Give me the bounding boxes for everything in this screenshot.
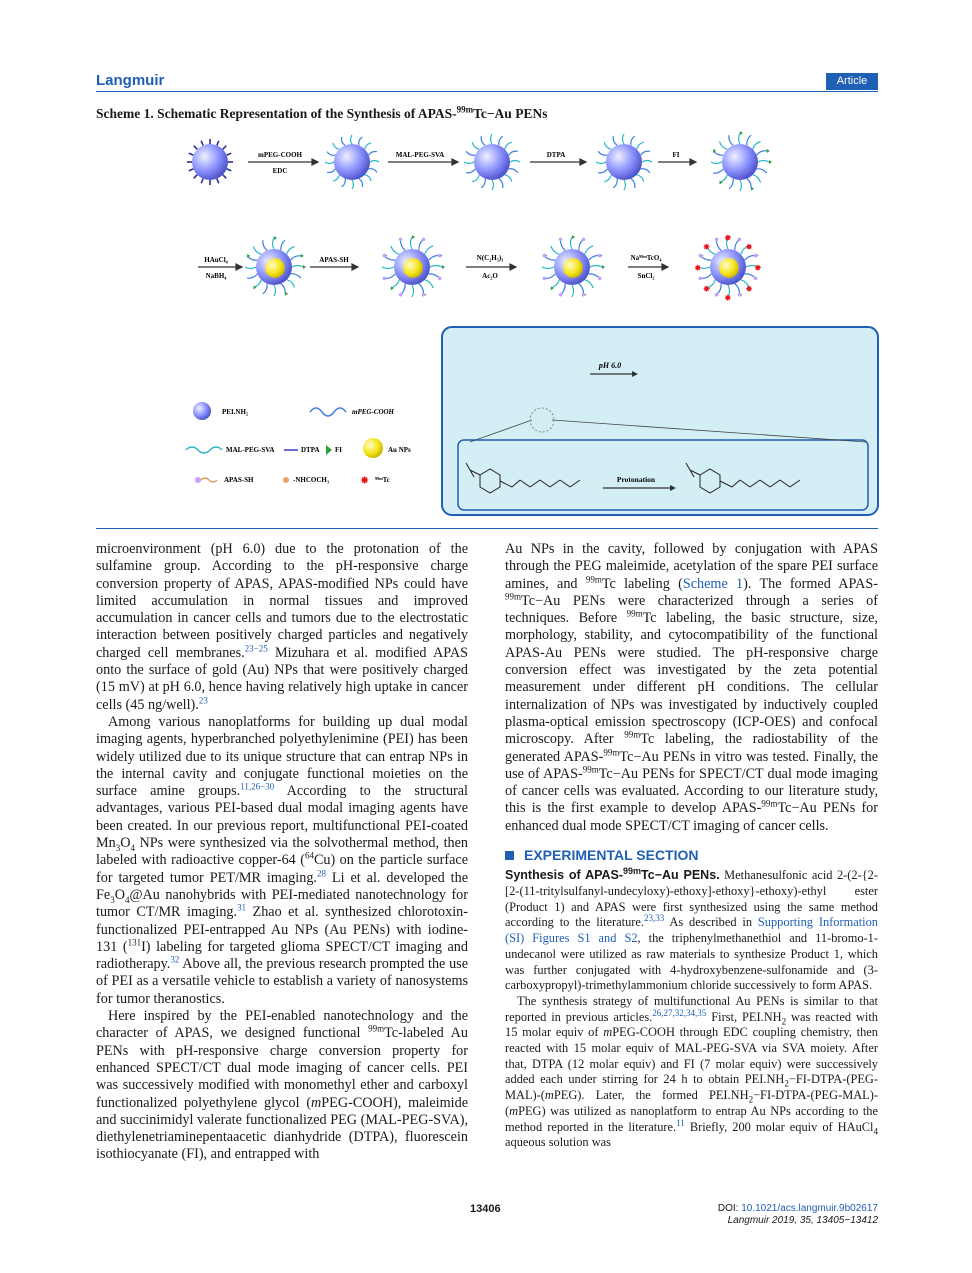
np-r2-3-au-core — [563, 258, 583, 278]
np-r1-3-peg-chain — [472, 175, 479, 182]
np-r1-5-peg-chain — [753, 141, 761, 149]
np-r1-4-peg-chain — [641, 151, 650, 155]
legend-pei-swatch — [193, 402, 211, 420]
np-r2-1-peg-chain — [281, 284, 285, 294]
label-apas-sh: APAS-SH — [319, 256, 349, 264]
np-r1-1-core — [192, 144, 228, 180]
np-r1-5-peg-chain — [757, 169, 767, 173]
np-r2-3-peg-chain — [572, 285, 574, 297]
np-r2-3-fi-mark — [572, 235, 575, 239]
np-r2-1-fi-mark — [285, 292, 288, 296]
np-r2-2-apas-mark — [422, 293, 426, 297]
np-r1-3-core — [474, 144, 510, 180]
np-r2-1-peg-chain — [263, 284, 267, 294]
np-r2-2-apas-mark — [438, 277, 442, 281]
np-r1-2-peg-chain — [370, 161, 379, 163]
np-r1-4-peg-chain — [642, 161, 652, 163]
np-r2-2-apas-mark — [438, 254, 442, 258]
np-r2-4-tc-mark: ✸ — [724, 234, 732, 244]
np-r2-2-apas-mark — [382, 254, 386, 258]
np-r1-4-peg-chain — [613, 179, 617, 188]
np-r1-3-peg-chain — [499, 179, 503, 188]
np-r1-4-peg-chain — [604, 175, 611, 182]
np-r1-2-peg-chain — [327, 152, 335, 156]
np-r2-3-fi-mark — [602, 265, 605, 269]
legend-fi-swatch — [326, 445, 332, 455]
np-r1-1-spike — [223, 175, 227, 179]
np-r1-3-peg-chain — [505, 175, 512, 182]
np-r1-4-peg-chain — [641, 169, 650, 173]
np-r2-3-peg-chain — [542, 267, 554, 269]
header-rule — [96, 91, 878, 92]
np-r2-1-peg-chain — [292, 266, 303, 268]
np-r1-5-core — [722, 144, 758, 180]
np-r1-3-peg-chain — [491, 134, 493, 144]
legend-nhcoch3-swatch — [283, 477, 289, 483]
np-r1-5-peg-chain — [758, 161, 769, 163]
page-number: 13406 — [470, 1203, 501, 1215]
journal-name: Langmuir — [96, 72, 165, 89]
legend-mal-swatch — [186, 447, 222, 453]
np-r1-5-peg-chain — [719, 141, 727, 149]
np-r2-2-au-core — [403, 258, 423, 278]
np-r1-1-spike — [194, 146, 198, 150]
label-mpeg-cooh: mPEG-COOH — [258, 151, 302, 159]
np-r1-4-peg-chain — [637, 142, 644, 149]
np-r2-4-apas-mark — [754, 254, 758, 258]
np-r1-5-peg-chain — [753, 175, 761, 183]
np-r1-2-peg-chain — [351, 135, 353, 144]
np-r2-3-peg-chain — [585, 280, 593, 288]
np-r1-5-peg-chain — [729, 179, 733, 189]
np-r1-2-peg-chain — [359, 137, 363, 145]
np-r2-1-peg-chain — [247, 274, 257, 278]
label-natco4: Na⁹⁹ᵐTcO₄ — [630, 254, 662, 262]
np-r2-4-tc-mark: ✸ — [702, 242, 711, 253]
np-r2-2-peg-chain — [391, 246, 399, 254]
np-r2-2-apas-mark — [399, 237, 403, 241]
np-r1-4-peg-chain — [623, 134, 625, 144]
np-r2-1-peg-chain — [253, 246, 261, 254]
np-r2-3-apas-mark — [559, 237, 563, 241]
legend-pei-label: PEI.NH₂ — [222, 408, 249, 416]
np-r1-3-peg-chain — [510, 161, 520, 163]
np-r1-2-peg-chain — [369, 151, 377, 155]
supporting-info-link[interactable]: Supporting Information (SI) Figures S1 and S2 — [505, 915, 879, 946]
article-type-badge: Article — [826, 73, 878, 90]
np-r2-3-apas-mark — [559, 293, 563, 297]
np-r2-1-fi-mark — [303, 265, 306, 269]
np-r1-3-peg-chain — [481, 179, 485, 188]
np-r2-4-apas-mark — [715, 237, 719, 241]
np-r2-1-peg-chain — [287, 246, 295, 254]
np-r1-1-spike — [217, 141, 219, 146]
np-r1-5-peg-chain — [739, 133, 741, 144]
protonation-panel-box — [458, 440, 868, 510]
legend-dtpa-label: DTPA — [301, 446, 320, 454]
np-r1-5-peg-chain — [747, 135, 751, 145]
np-r2-1-fi-mark — [301, 254, 304, 258]
np-r2-4-apas-mark — [738, 293, 742, 297]
paragraph-right-1: Au NPs in the cavity, followed by conjugation with APAS through the PEG maleimide, acetylation of the spare PEI surface amines, and $^{99m}$Tc labeling (Scheme 1). The formed APAS-$^{99m}$Tc−Au PENs were characterized through a series of techniques. Before $^{99m}$Tc labeling, the basic structure, size, morphology, stability, and cytocompatibility of the functional APAS-Au PENs were studied. The pH-responsive charge conversion effect was investigated by the zeta potential measurement under different pH conditions. The cellular internalization of NPs was investigated by inductively coupled plasma-optical emission spectroscopy (ICP-OES) and confocal microscopy. After $^{99m}$Tc labeling, the radiostability of the generated APAS-$^{99m}$Tc−Au PENs in vitro was tested. Finally, the use of APAS-$^{99m}$Tc−Au PENs for SPECT/CT dual mode imaging of cancer cells was evaluated. According to our literature study, this is the first example to develop APAS-$^{99m}$Tc−Au PENs for enhanced dual mode SPECT/CT imaging of cancer cells. — [505, 541, 879, 834]
np-r1-2-peg-chain — [365, 175, 371, 181]
np-r1-2-peg-chain — [325, 162, 334, 164]
paragraph-left-2: Among various nanoplatforms for building up dual modal imaging agents, hyperbranched polyethylenimine (PEI) has been widely utilized due to its unique structure that can entrap NPs in the internal cavity and conjugate functional moieties on the surface amine groups.$^{11,26-30}$ According to the structural advantages, various PEI-based dual modal imaging agents have been created. In our previous report, multifunctional PEI-coated $Mn_3O_4$ NPs were synthesized via the solvothermal method, then labeled with radioactive copper-64 ($^{64}$Cu) on the particle surface for targeted tumor PET/MR imaging.$^{28}$ Li et al. developed the $Fe_3O_4@Au$ nanohybrids with PEI-mediated nanotechnology for tumor CT/MR imaging.$^{31}$ Zhao et al. synthesized chlorotoxin-functionalized PEI-entrapped Au NPs (Au PENs) with iodine-131 ($^{131}$I) labeling for targeted glioma SPECT/CT imaging and radiotherapy.$^{32}$ Above all, the previous research prompted the use of PEI as a versatile vehicle to establish a variety of nanosystems for tumor theranostics. — [96, 713, 469, 1007]
np-r2-3-apas-mark — [542, 277, 546, 281]
np-r2-3-peg-chain — [585, 246, 593, 254]
np-r2-3-peg-chain — [589, 274, 600, 279]
np-r2-1-peg-chain — [291, 256, 301, 260]
np-r1-4-peg-chain — [624, 180, 626, 190]
np-r1-5-peg-chain — [747, 179, 751, 189]
np-r2-1-au-core — [265, 258, 285, 278]
np-r2-4-apas-mark — [754, 277, 758, 281]
np-r1-5-peg-chain — [757, 151, 767, 155]
np-r2-1-peg-chain — [287, 280, 295, 288]
left-column — [96, 541, 468, 1164]
legend-tc-swatch: ✸ — [360, 474, 370, 487]
legend-mpeg-swatch — [310, 408, 346, 416]
np-r2-4-tc-mark: ✸ — [702, 285, 711, 296]
np-r1-3-peg-chain — [466, 169, 475, 173]
legend-au-label: Au NPs — [388, 446, 411, 454]
np-r2-4-apas-mark — [715, 293, 719, 297]
np-r1-5-fi-mark — [767, 149, 770, 153]
np-r2-3-apas-mark — [542, 254, 546, 258]
np-r2-3-peg-chain — [551, 280, 559, 288]
np-r2-4-tc-mark: ✸ — [745, 285, 753, 296]
np-r1-5-peg-chain — [729, 135, 733, 145]
np-r2-1-peg-chain — [273, 238, 275, 249]
np-r1-1-spike — [201, 141, 203, 146]
np-r1-4-peg-chain — [598, 169, 607, 173]
np-r2-4-apas-mark — [698, 277, 702, 281]
np-r1-5-peg-chain — [740, 180, 742, 191]
legend-apas-swatch — [195, 477, 201, 483]
np-r1-2-peg-chain — [327, 169, 335, 173]
np-r1-2-peg-chain — [369, 169, 377, 173]
np-r1-4-peg-chain — [631, 179, 635, 188]
np-r2-4-tc-mark: ✸ — [724, 294, 732, 304]
np-r2-2-peg-chain — [429, 274, 440, 279]
legend-nhcoch3-label: -NHCOCH₃ — [293, 476, 329, 484]
np-r1-2-core — [334, 144, 370, 180]
np-r2-1-fi-mark — [274, 236, 277, 240]
np-r1-4-peg-chain — [613, 136, 617, 145]
np-r2-4-au-core — [719, 258, 739, 278]
np-r2-3-apas-mark — [598, 277, 602, 281]
legend — [186, 402, 411, 487]
np-r2-2-peg-chain — [430, 266, 442, 268]
legend-mpeg-label: mPEG-COOH — [352, 408, 394, 416]
np-r1-3-peg-chain — [499, 136, 503, 145]
np-r1-2-peg-chain — [352, 180, 354, 189]
np-r2-2-fi-mark — [442, 265, 445, 269]
legend-mal-label: MAL-PEG-SVA — [226, 446, 275, 454]
np-r2-3-apas-mark — [582, 293, 586, 297]
np-r1-1-spike — [189, 153, 194, 155]
np-r2-2-fi-mark — [412, 235, 415, 239]
label-triethylamine: N(C₂H₅)₃ — [476, 254, 504, 262]
citation: Langmuir 2019, 35, 13405−13412 — [727, 1215, 878, 1226]
np-r2-3-peg-chain — [571, 237, 573, 249]
np-r1-5-fi-mark — [740, 131, 743, 135]
np-r2-3-peg-chain — [561, 284, 566, 295]
legend-fi-label: FI — [335, 446, 342, 454]
np-r2-4-apas-mark — [738, 237, 742, 241]
np-r1-1-spike — [227, 169, 232, 171]
np-r2-2-peg-chain — [425, 280, 433, 288]
np-r2-1-peg-chain — [245, 267, 256, 269]
np-r2-1-peg-chain — [281, 240, 285, 250]
np-r1-2-peg-chain — [341, 137, 345, 145]
paragraph-synthesis-2: The synthesis strategy of multifunctional Au PENs is similar to that reported in previous articles.$^{26,27,32,34,35}$ First, $PEI.NH_2$ was reacted with 15 molar equiv of mPEG-COOH through EDC coupling chemistry, then reacted with 15 molar equiv of MAL-PEG-SVA via SVA moiety. After that, DTPA (12 molar equiv) and FI (7 molar equiv) were successively added each under stirring for 24 h to obtain $PEI.NH_2-FI-DTPA-(PEG-MAL)-(mPEG)$. Later, the formed $PEI.NH_2-FI-DTPA-(PEG-MAL)-(mPEG)$ was utilized as nanoplatform to entrap Au NPs according to the method reported in the literature.$^{11}$ Briefly, 200 molar equiv of HAuCl$_4$ aqueous solution was — [505, 993, 878, 1150]
np-r1-3-peg-chain — [509, 169, 518, 173]
np-r2-4-tc-mark: ✸ — [754, 264, 762, 274]
np-r2-2-peg-chain — [425, 246, 433, 254]
np-r2-2-peg-chain — [382, 267, 394, 269]
np-r1-4-peg-chain — [598, 151, 607, 155]
np-r2-4-peg-chain — [735, 239, 740, 250]
legend-au-swatch — [363, 438, 383, 458]
np-r2-2-peg-chain — [401, 284, 406, 295]
np-r2-2-peg-chain — [419, 239, 424, 250]
np-r2-2-peg-chain — [412, 285, 414, 297]
label-protonation: Protonation — [616, 475, 656, 484]
label-sncl2: SnCl₂ — [637, 272, 655, 280]
np-r2-3-apas-mark — [582, 237, 586, 241]
label-haucl4: HAuCl₄ — [204, 256, 228, 264]
np-r2-1-peg-chain — [274, 285, 276, 296]
section-square-icon — [505, 851, 514, 860]
synthesis-scheme-figure — [180, 130, 880, 520]
legend-tc-label: ⁹⁹ᵐTc — [375, 476, 390, 484]
np-r1-3-peg-chain — [481, 136, 485, 145]
np-r2-3-apas-mark — [598, 254, 602, 258]
doi-link[interactable]: 10.1021/acs.langmuir.9b02617 — [741, 1203, 878, 1214]
np-r2-2-peg-chain — [391, 280, 399, 288]
np-r1-2-peg-chain — [342, 179, 346, 187]
np-r2-3-peg-chain — [551, 246, 559, 254]
np-r1-5-fi-mark — [769, 160, 772, 164]
np-r1-5-peg-chain — [713, 169, 723, 173]
np-r1-1-spike — [227, 153, 232, 155]
np-r2-4-tc-mark: ✸ — [745, 242, 753, 253]
np-r2-2-peg-chain — [411, 237, 413, 249]
label-dtpa: DTPA — [546, 151, 566, 159]
np-r1-4-peg-chain — [637, 175, 644, 182]
np-r1-1-spike — [217, 179, 219, 184]
np-r2-4-peg-chain — [717, 284, 722, 295]
np-r1-1-spike — [201, 179, 203, 184]
paragraph-synthesis-1: Synthesis of APAS-$^{99m}$Tc−Au PENs. Methanesulfonic acid 2-(2-{2-[2-(11-tritylsulfanyl-undecyloxy)-ethoxy]-ethoxy}-ethoxy)-ethyl ester (Product 1) and APAS were first synthesized using the same method according to the literature.$^{23,33}$ As described in Supporting Information (SI) Figures S1 and S2, the triphenylmethanethiol and 11-bromo-1-undecanol were utilized as raw materials to synthesize Product 1, which was further conjugated with 4-hydroxybenzene-sulfonamide and (3-carboxypropyl)-trimethylammonium chloride successively to form APAS. — [505, 866, 879, 993]
np-r1-3-peg-chain — [492, 180, 494, 190]
synthesis-subheading: Synthesis of APAS-$^{99m}$Tc−Au PENs. — [505, 866, 720, 883]
np-r2-2-apas-mark — [399, 293, 403, 297]
np-r1-5-peg-chain — [711, 162, 722, 164]
label-ac2o: Ac₂O — [482, 272, 498, 280]
paragraph-left-3: Here inspired by the PEI-enabled nanotechnology and the character of APAS, we designed functional $^{99m}$Tc-labeled Au PENs with pH-responsive charge conversion property for enhanced SPECT/CT dual mode imaging of cancer cells. PEI was successively modified with monomethyl ether and carboxyl functionalized polyethylene glycol (mPEG-COOH), maleimide and succinimidyl valerate functionalized PEG (MAL-PEG-SVA), diethylenetriaminepentaacetic dianhydride (DTPA), fluorescein isothiocyanate (FI), and entrapped with — [96, 1008, 469, 1163]
np-r1-3-peg-chain — [464, 162, 474, 164]
np-r1-2-peg-chain — [365, 143, 371, 149]
label-mal-peg-sva: MAL-PEG-SVA — [395, 151, 445, 159]
scheme-title: Scheme 1. Schematic Representation of the Synthesis of APAS-$^{99m}$Tc−Au PENs — [96, 104, 548, 121]
paragraph-left-1: microenvironment (pH 6.0) due to the protonation of the sulfamine group. According to the pH-responsive charge conversion property of APAS, APAS-modified NPs could have limited accumulation in normal tissues and improved accumulation in cancer cells and tumors due to the electrostatic interaction between positively charged particles and negatively charged cell membranes.$^{23-25}$ Mizuhara et al. modified APAS onto the surface of gold (Au) NPs that were positively charged (15 mV) at pH 6.0, hence having relatively high uptake in cancer cells (45 ng/well).$^{23}$ — [96, 541, 468, 713]
scheme-1-link[interactable]: Scheme 1 — [682, 575, 744, 592]
label-nabh4: NaBH₄ — [205, 272, 227, 280]
footer-doi: DOI: 10.1021/acs.langmuir.9b02617 Langmuir 2019, 35, 13405−13412 — [717, 1203, 878, 1226]
scheme-bottom-rule — [96, 528, 878, 529]
np-r2-1-peg-chain — [263, 240, 267, 250]
legend-apas-label: APAS-SH — [224, 476, 254, 484]
np-r1-3-peg-chain — [509, 151, 518, 155]
np-r1-2-peg-chain — [359, 179, 363, 187]
np-r2-4-tc-mark: ✸ — [694, 264, 702, 274]
np-r1-4-peg-chain — [631, 136, 635, 145]
np-r2-3-peg-chain — [590, 266, 602, 268]
np-r1-2-peg-chain — [333, 175, 339, 181]
np-r2-2-apas-mark — [422, 237, 426, 241]
np-r1-1-spike — [194, 175, 198, 179]
np-r2-4-apas-mark — [698, 254, 702, 258]
np-r2-4-peg-chain — [745, 274, 756, 279]
label-fi: FI — [672, 151, 680, 159]
np-r2-2-apas-mark — [382, 277, 386, 281]
np-r1-1-spike — [189, 169, 194, 171]
np-r1-4-peg-chain — [596, 162, 606, 164]
np-r1-1-spike — [223, 146, 227, 150]
right-column — [505, 541, 878, 1151]
np-r1-5-fi-mark — [751, 187, 754, 191]
experimental-section-heading: EXPERIMENTAL SECTION — [505, 847, 878, 864]
np-r1-2-peg-chain — [333, 143, 339, 149]
np-r1-4-core — [606, 144, 642, 180]
label-ph: pH 6.0 — [598, 361, 622, 370]
np-r2-3-peg-chain — [579, 239, 584, 250]
np-r2-1-peg-chain — [291, 274, 301, 278]
label-edc: EDC — [272, 167, 288, 175]
np-r1-3-peg-chain — [466, 151, 475, 155]
np-r1-3-peg-chain — [505, 142, 512, 149]
np-r1-4-peg-chain — [604, 142, 611, 149]
np-r1-3-peg-chain — [472, 142, 479, 149]
